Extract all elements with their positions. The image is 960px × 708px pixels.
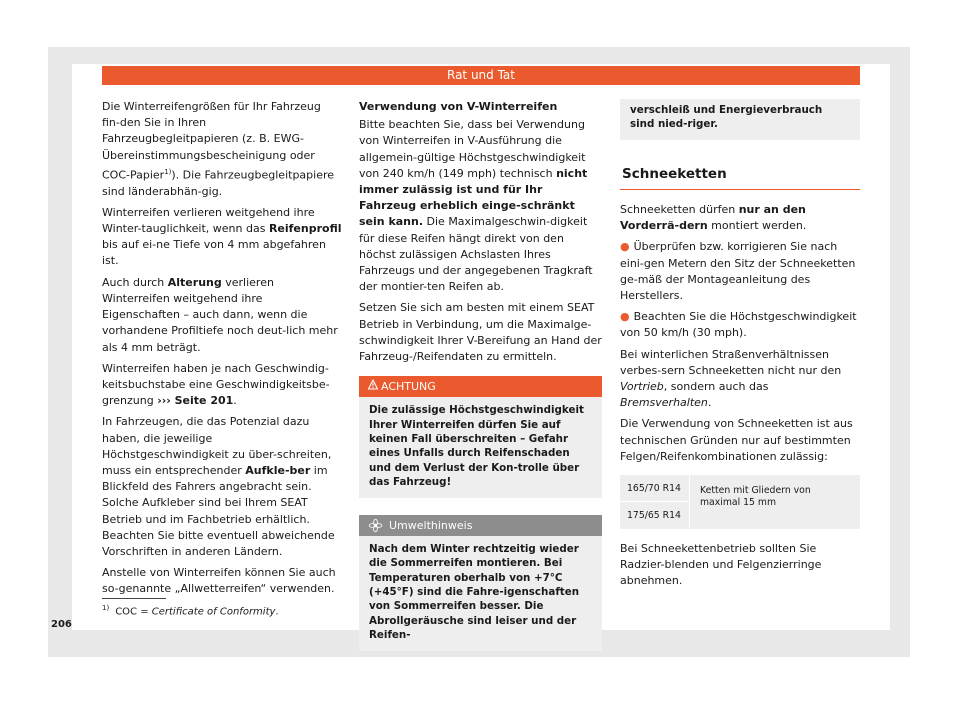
warning-header	[359, 376, 602, 397]
warning-box	[359, 376, 602, 497]
paragraph-aging: Auch durch Alterung verlieren Winterreifen weitgehend ihre Eigenschaften – auch dann, wenn die vorhandene Profiltiefe noch deut-lich mehr als 4 mm beträgt.	[102, 275, 338, 354]
column-3	[620, 99, 860, 595]
paragraph-tire-sizes: Die Winterreifengrößen für Ihr Fahrzeug fin-den Sie in Ihren Fahrzeugbegleitpapieren (z. B. EWG-Übereinstimmungsbescheinigung oder COC-Papier$^{1)}$). Die Fahrzeugbegleitpapiere sind länderabhän-gig.	[102, 100, 335, 198]
column-1	[102, 99, 342, 603]
bullet-max-speed: ● Beachten Sie die Höchstgeschwindigkeit von 50 km/h (30 mph).	[620, 310, 857, 340]
table-cell-chain-spec: Ketten mit Gliedern von maximal 15 mm	[700, 485, 811, 509]
footnote-divider	[102, 598, 166, 599]
warning-triangle-icon	[368, 379, 378, 391]
paragraph-front-wheels: Schneeketten dürfen nur an den Vorderrä-dern montiert werden.	[620, 203, 807, 233]
footnote: $^{1)}$ COC = Certificate of Conformity.	[102, 604, 279, 618]
environment-note-header	[359, 515, 602, 536]
environment-note-title: Umwelthinweis	[389, 518, 473, 532]
paragraph-allowed-combos: Die Verwendung von Schneeketten ist aus technischen Gründen nur auf bestimmten Felgen/Reifenkombinationen zulässig:	[620, 417, 853, 463]
bullet-check-fit: ● Überprüfen bzw. korrigieren Sie nach eini-gen Metern den Sitz der Schneeketten ge-mäß der Montageanleitung des Herstellers.	[620, 240, 856, 303]
flower-icon	[368, 518, 383, 533]
page-number: 206	[51, 619, 72, 630]
paragraph-tread: Winterreifen verlieren weitgehend ihre Winter-tauglichkeit, wenn das Reifenprofil bis auf ei-ne Tiefe von 4 mm abgefahren ist.	[102, 205, 342, 268]
section-header-bar: Rat und Tat	[102, 66, 860, 85]
table-cell-tire-size: 165/70 R14	[620, 475, 689, 502]
paragraph-remove-hubcaps: Bei Schneekettenbetrieb sollten Sie Radzier-blenden und Felgenzierringe abnehmen.	[620, 542, 822, 588]
warning-text: Die zulässige Höchstgeschwindigkeit Ihrer Winterreifen dürfen Sie auf keinen Fall überschreiten – Gefahr eines Unfalls durch Reifenschaden und dem Verlust der Kon-trolle über das Fahrzeug!	[369, 404, 584, 489]
environment-note-box	[359, 515, 602, 651]
paragraph-speed-limit: Winterreifen haben je nach Geschwindig-keitsbuchstabe eine Geschwindigkeitsbe-grenzung ››› Seite 201.	[102, 361, 330, 408]
tire-size-column	[620, 475, 690, 529]
table-cell-tire-size: 175/65 R14	[627, 510, 681, 522]
bullet-dot-icon: ●	[620, 240, 630, 254]
subheading-v-tires: Verwendung von V-Winterreifen	[359, 100, 558, 113]
page-reference-link[interactable]: ››› Seite 201	[157, 394, 234, 408]
paragraph-all-season: Anstelle von Winterreifen können Sie auch so-genannte „Allwetterreifen“ verwenden.	[102, 566, 336, 596]
paragraph-sticker: In Fahrzeugen, die das Potenzial dazu haben, die jeweilige Höchstgeschwindigkeit zu über-schreiten, muss ein entsprechender Aufkle-ber im Blickfeld des Fahrers angebracht sein. Solche Aufkleber sind bei Ihrem SEAT Betrieb und im Fachbetrieb erhältlich. Beachten Sie bitte eventuell abweichende Vorschriften in anderen Ländern.	[102, 415, 335, 558]
bullet-dot-icon: ●	[620, 310, 630, 324]
footnote-ref[interactable]: 1)	[164, 167, 172, 176]
tire-chain-table	[620, 475, 860, 529]
paragraph-contact-seat: Setzen Sie sich am besten mit einem SEAT Betrieb in Verbindung, um die Maximalge-schwindigkeit Ihrer V-Bereifung an Hand der Fahrzeug-/Reifendaten zu ermitteln.	[359, 301, 602, 364]
paragraph-v-tires: Bitte beachten Sie, dass bei Verwendung von Winterreifen in V-Ausführung die allgemein-gültige Höchstgeschwindigkeit von 240 km/h (149 mph) technisch nicht immer zulässig ist und für Ihr Fahrzeug erheblich einge-schränkt sein kann. Die Maximalgeschwin-digkeit für diese Reifen hängt direkt von den höchst zulässigen Achslasten Ihres Fahrzeugs und der angegebenen Tragkraft der montier-ten Reifen ab.	[359, 118, 593, 294]
warning-title: ACHTUNG	[381, 380, 436, 394]
column-2	[359, 99, 602, 651]
paragraph-winter-conditions: Bei winterlichen Straßenverhältnissen verbes-sern Schneeketten nicht nur den Vortrieb, sondern auch das Bremsverhalten.	[620, 347, 842, 410]
section-title-snow-chains: Schneeketten	[620, 166, 860, 190]
environment-note-continued: verschleiß und Energieverbrauch sind nied-riger.	[620, 99, 860, 140]
environment-note-text: Nach dem Winter rechtzeitig wieder die Sommerreifen montieren. Bei Temperaturen oberhalb von +7°C (+45°F) sind die Fahre-igenschaften von Sommerreifen besser. Die Abrollgeräusche sind leiser und der Reifen-	[369, 542, 580, 642]
